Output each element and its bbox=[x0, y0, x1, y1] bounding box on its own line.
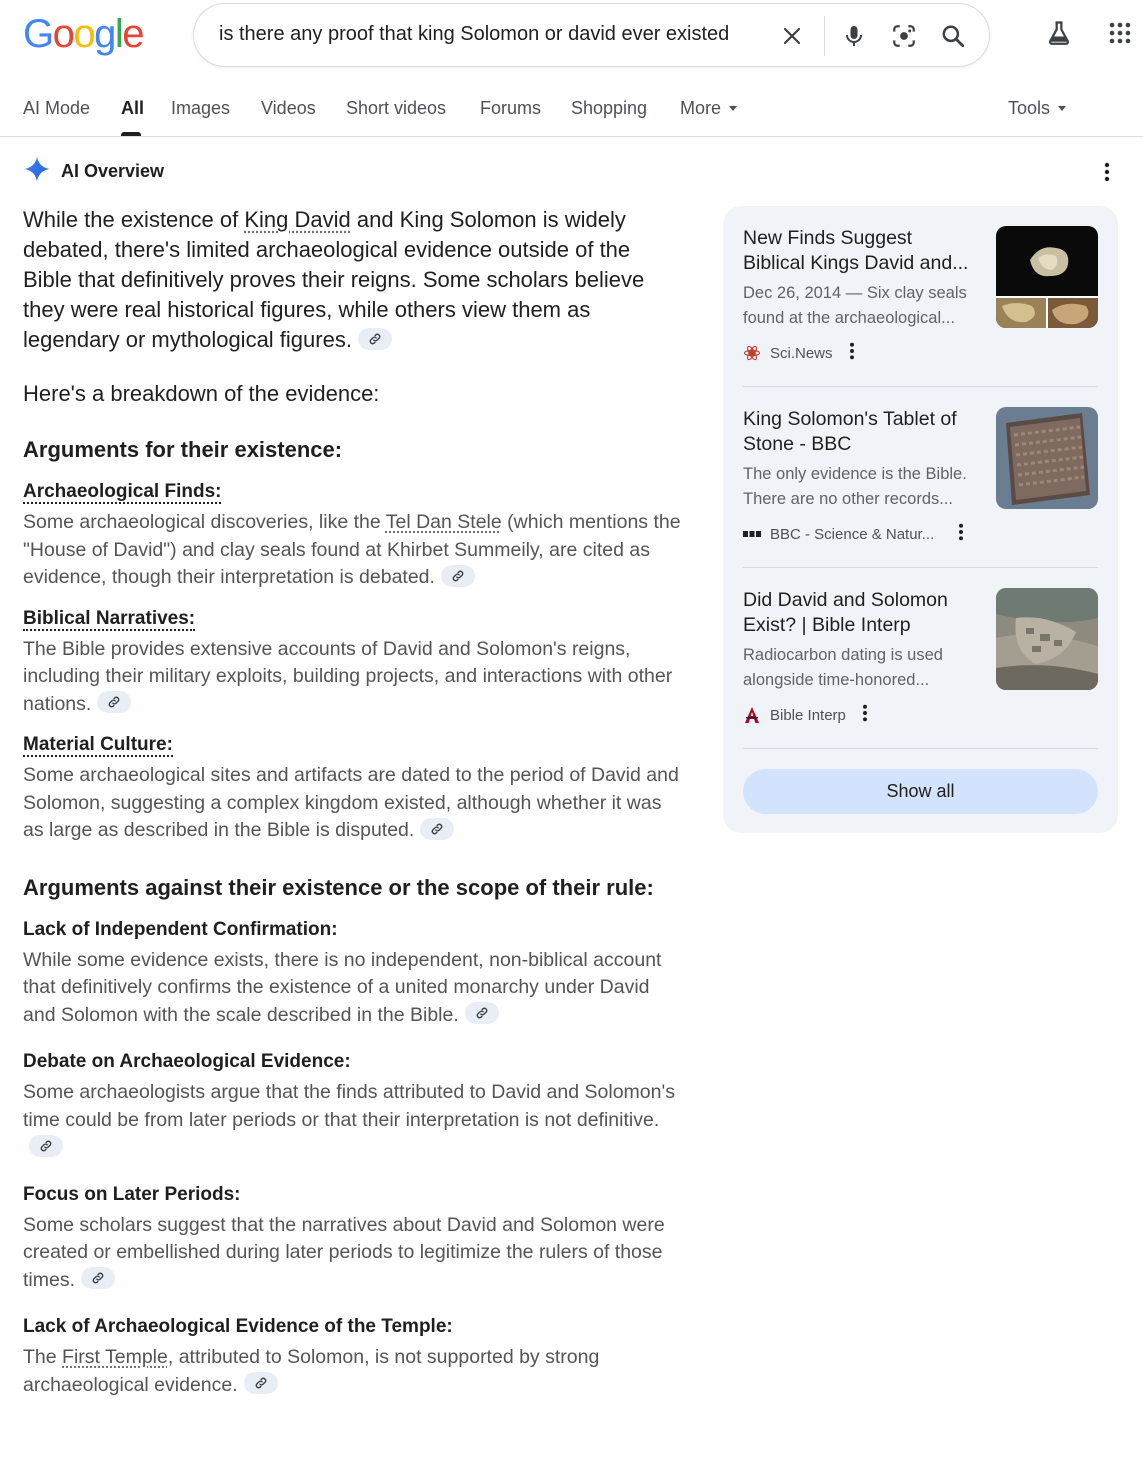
logo-letter: l bbox=[114, 12, 123, 56]
item-text-part: Some archaeologists argue that the finds attributed to David and Solomon's time could be from later periods or that their interpretation is not definitive. bbox=[23, 1081, 675, 1131]
breakdown-text: Here's a breakdown of the evidence: bbox=[23, 381, 380, 406]
item-text-part: The Bible provides extensive accounts of David and Solomon's reigns, including their military exploits, building projects, and interactions with other nations. bbox=[23, 637, 673, 715]
source-name: Sci.News bbox=[770, 344, 833, 362]
close-icon[interactable] bbox=[774, 18, 810, 54]
item-text-part: , attributed to Solomon, is not supported by strong archaeological evidence. bbox=[23, 1346, 600, 1396]
link-icon[interactable] bbox=[420, 818, 454, 840]
tools-button[interactable] bbox=[1008, 98, 1066, 119]
item-text bbox=[23, 509, 683, 592]
source-snippet: Radiocarbon dating is used alongside time-honored... bbox=[743, 646, 943, 689]
source-title[interactable]: King Solomon's Tablet of Stone - BBC bbox=[743, 408, 957, 455]
item-text bbox=[23, 636, 683, 719]
tab-ai-mode[interactable]: AI Mode bbox=[23, 98, 91, 118]
logo-letter: o bbox=[73, 12, 95, 56]
logo-letter: e bbox=[122, 12, 144, 56]
logo-letter: o bbox=[52, 12, 74, 56]
king-david-link[interactable]: King David bbox=[244, 207, 351, 232]
item-title: Lack of Archaeological Evidence of the Temple: bbox=[23, 1316, 453, 1337]
source-snippet: The only evidence is the Bible. There are no other records... bbox=[743, 465, 967, 508]
tab-all[interactable]: All bbox=[121, 98, 145, 118]
item-text-part: Some archaeological sites and artifacts are dated to the period of David and Solomon, suggesting a complex kingdom existed, although whether it was as large as described in the Bible is disputed. bbox=[23, 764, 679, 841]
item-text-part: Some scholars suggest that the narratives about David and Solomon were created or embellished during later periods to legitimize the rulers of those times. bbox=[23, 1213, 665, 1291]
source-more-icon[interactable] bbox=[958, 523, 964, 545]
source-thumbnail[interactable] bbox=[996, 226, 1098, 328]
source-card[interactable] bbox=[743, 588, 1098, 728]
show-all-button[interactable]: Show all bbox=[743, 769, 1098, 814]
tab-more[interactable] bbox=[680, 98, 737, 119]
source-name: BBC - Science & Natur... bbox=[770, 525, 935, 543]
search-tabs bbox=[0, 88, 1143, 137]
bbc-favicon-icon bbox=[743, 525, 761, 543]
source-snippet: Dec 26, 2014 — Six clay seals found at the archaeological... bbox=[743, 284, 967, 327]
link-icon[interactable] bbox=[29, 1135, 63, 1157]
tab-short-videos[interactable]: Short videos bbox=[346, 98, 447, 118]
tel-dan-stele-link[interactable]: Tel Dan Stele bbox=[385, 511, 502, 533]
source-thumbnail[interactable] bbox=[996, 588, 1098, 690]
link-icon[interactable] bbox=[358, 328, 392, 350]
link-icon[interactable] bbox=[81, 1267, 115, 1289]
item-title-text: Material Culture: bbox=[23, 734, 173, 755]
first-temple-link[interactable]: First Temple bbox=[62, 1346, 168, 1368]
logo-letter: G bbox=[23, 12, 53, 56]
source-name: Bible Interp bbox=[770, 706, 846, 724]
intro-text: While the existence of bbox=[23, 207, 245, 232]
item-title: Focus on Later Periods: bbox=[23, 1183, 241, 1205]
link-icon[interactable] bbox=[441, 565, 475, 587]
ai-overview-title: AI Overview bbox=[61, 160, 165, 181]
item-text bbox=[23, 1079, 683, 1162]
apps-grid-icon[interactable] bbox=[1102, 15, 1138, 51]
card-divider bbox=[743, 567, 1098, 568]
tools-label: Tools bbox=[1008, 98, 1051, 118]
link-icon[interactable] bbox=[244, 1372, 278, 1394]
chevron-down-icon bbox=[1058, 106, 1066, 111]
intro-text: and King Solomon is widely debated, there's limited archaeological evidence outside of the Bible that definitively proves their reigns. Some scholars believe they were real historical figures, while others view them as legendary or mythological figures. bbox=[23, 207, 645, 352]
camera-lens-icon[interactable] bbox=[886, 18, 922, 54]
source-card[interactable] bbox=[743, 226, 1098, 366]
item-text bbox=[23, 762, 683, 845]
source-site bbox=[743, 524, 964, 544]
ai-overview-body bbox=[23, 205, 683, 1399]
bible-interp-favicon-icon bbox=[743, 706, 761, 724]
item-title: Lack of Independent Confirmation: bbox=[23, 918, 338, 940]
source-card[interactable] bbox=[743, 407, 1098, 547]
against-heading: Arguments against their existence or the scope of their rule: bbox=[23, 874, 654, 900]
logo-letter: g bbox=[94, 12, 115, 56]
source-title[interactable]: Did David and Solomon Exist? | Bible Interp bbox=[743, 589, 948, 636]
item-title-text: Biblical Narratives: bbox=[23, 607, 196, 629]
tab-more-label: More bbox=[680, 98, 722, 118]
sparkle-icon bbox=[23, 155, 51, 188]
ai-overview-header bbox=[23, 156, 164, 186]
google-logo[interactable] bbox=[23, 12, 143, 56]
source-more-icon[interactable] bbox=[849, 342, 855, 364]
tab-shopping[interactable]: Shopping bbox=[571, 98, 648, 118]
item-text bbox=[23, 1344, 683, 1399]
tab-forums[interactable]: Forums bbox=[480, 98, 542, 118]
intro-paragraph bbox=[23, 205, 683, 355]
sources-panel bbox=[723, 206, 1118, 833]
link-icon[interactable] bbox=[465, 1002, 499, 1024]
item-text bbox=[23, 1212, 683, 1295]
search-icon[interactable] bbox=[935, 18, 971, 54]
item-title[interactable] bbox=[23, 732, 683, 758]
ai-overview-more-icon[interactable] bbox=[1095, 160, 1119, 184]
source-title[interactable]: New Finds Suggest Biblical Kings David and... bbox=[743, 227, 969, 274]
tab-videos[interactable]: Videos bbox=[261, 98, 316, 118]
chevron-down-icon bbox=[729, 106, 737, 111]
item-title[interactable] bbox=[23, 479, 683, 505]
item-text-part: The bbox=[23, 1346, 63, 1368]
card-divider bbox=[743, 748, 1098, 749]
source-site bbox=[743, 343, 855, 363]
source-more-icon[interactable] bbox=[862, 704, 868, 726]
item-text bbox=[23, 947, 683, 1030]
search-input[interactable]: is there any proof that king Solomon or david ever existed bbox=[219, 23, 730, 45]
link-icon[interactable] bbox=[97, 691, 131, 713]
labs-flask-icon[interactable] bbox=[1041, 15, 1077, 51]
active-tab-indicator bbox=[121, 132, 141, 136]
search-divider bbox=[824, 16, 825, 56]
item-title-text: Archaeological Finds: bbox=[23, 481, 222, 502]
item-text-part: Some archaeological discoveries, like the bbox=[23, 511, 386, 533]
source-thumbnail[interactable] bbox=[996, 407, 1098, 509]
microphone-icon[interactable] bbox=[836, 18, 872, 54]
for-heading: Arguments for their existence: bbox=[23, 437, 343, 462]
sci-news-favicon-icon bbox=[743, 344, 761, 362]
item-title[interactable] bbox=[23, 606, 683, 632]
source-site bbox=[743, 705, 868, 725]
item-title: Debate on Archaeological Evidence: bbox=[23, 1051, 351, 1072]
card-divider bbox=[743, 386, 1098, 387]
item-text-part: (which mentions the "House of David") and clay seals found at Khirbet Summeily, are cited as evidence, though their interpretation is debated. bbox=[23, 511, 681, 588]
search-box[interactable] bbox=[193, 3, 990, 67]
item-text-part: While some evidence exists, there is no independent, non-biblical account that definitively confirms the existence of a united monarchy under David and Solomon with the scale described in the Bible. bbox=[23, 948, 662, 1026]
tab-images[interactable]: Images bbox=[171, 98, 231, 118]
